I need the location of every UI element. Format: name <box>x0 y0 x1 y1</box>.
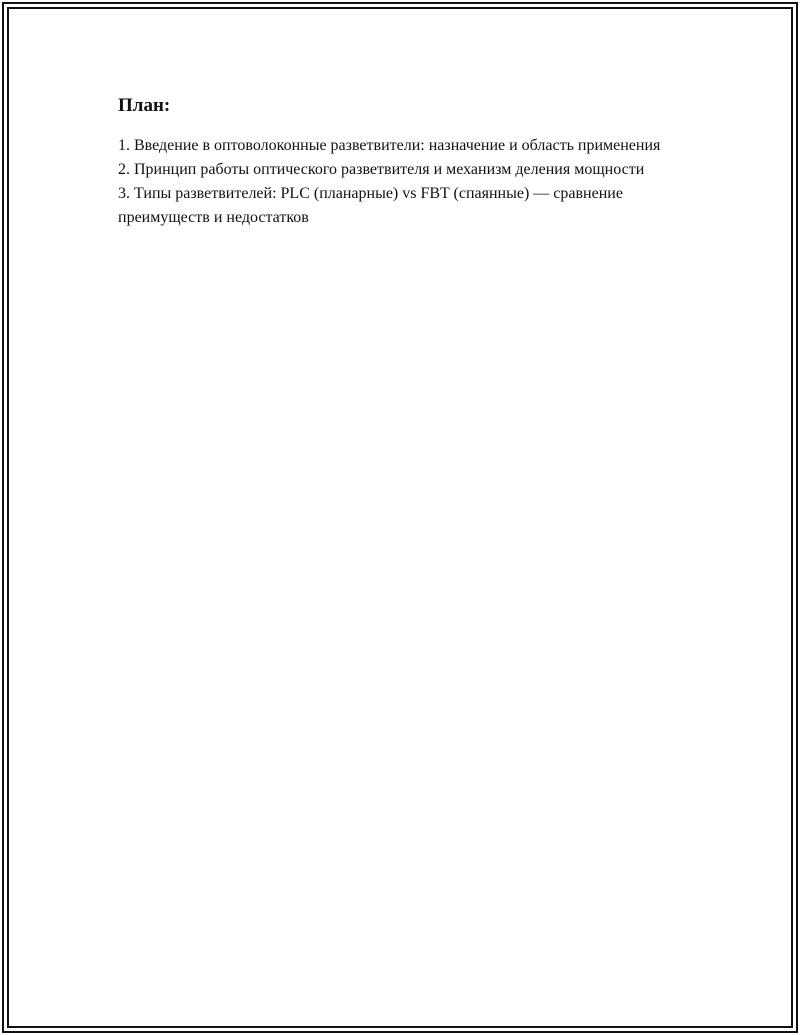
document-body <box>118 94 678 230</box>
plan-list <box>118 134 678 230</box>
page-title: План: <box>118 95 171 116</box>
plan-item-1: 1. Введение в оптоволоконные разветвители: назначение и область применения <box>118 137 661 154</box>
plan-item-3: 3. Типы разветвителей: PLC (планарные) vs FBT (спаянные) — сравнение преимуществ и недостатков <box>118 185 623 226</box>
plan-item-2: 2. Принцип работы оптического разветвителя и механизм деления мощности <box>118 161 645 178</box>
